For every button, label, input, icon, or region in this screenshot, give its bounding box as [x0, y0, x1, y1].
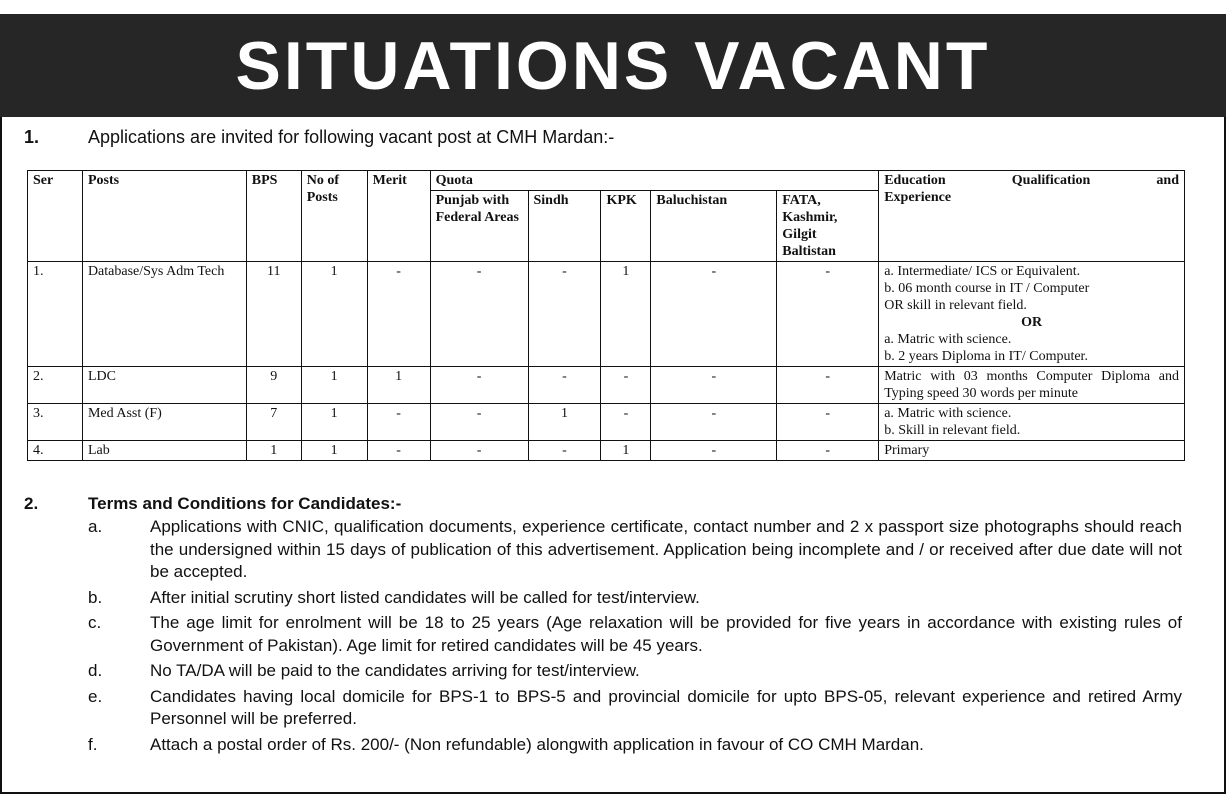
header-merit: Merit — [367, 171, 430, 262]
table-header-row — [28, 171, 1185, 191]
vacancy-table — [27, 170, 1185, 461]
terms-list — [88, 516, 1182, 759]
list-item — [88, 612, 1182, 657]
header-qualification-word: Qualification — [1011, 173, 1091, 188]
education-line: a. Matric with science. — [884, 406, 1012, 421]
cell-kpk: 1 — [601, 262, 651, 367]
header-posts: Posts — [82, 171, 246, 262]
term-text: Attach a postal order of Rs. 200/- (Non refundable) alongwith application in favour of CO CMH Mardan. — [150, 734, 924, 754]
header-baluchistan: Baluchistan — [651, 191, 777, 262]
term-text: No TA/DA will be paid to the candidates arriving for test/interview. — [150, 661, 640, 680]
terms-heading-text: Terms and Conditions for Candidates:- — [88, 494, 402, 513]
cell-sindh: 1 — [528, 404, 601, 441]
header-kpk: KPK — [601, 191, 651, 262]
cell-ser: 2. — [28, 367, 83, 404]
list-item — [88, 516, 1182, 584]
cell-punjab: - — [430, 262, 528, 367]
banner-title: SITUATIONS VACANT — [235, 27, 991, 104]
cell-education: Matric with 03 months Computer Diploma and Typing speed 30 words per minute — [879, 367, 1185, 404]
term-letter: b. — [88, 587, 103, 607]
education-line: a. Matric with science. — [884, 332, 1012, 347]
education-line: b. 06 month course in IT / Computer — [884, 281, 1090, 296]
header-education — [879, 171, 1185, 262]
cell-ser: 3. — [28, 404, 83, 441]
education-line: a. Intermediate/ ICS or Equivalent. — [884, 264, 1081, 279]
cell-no-of-posts: 1 — [301, 262, 367, 367]
cell-ser: 4. — [28, 441, 83, 461]
cell-bps: 9 — [246, 367, 301, 404]
header-fata: FATA, Kashmir, Gilgit Baltistan — [777, 191, 879, 262]
list-item — [88, 734, 1182, 757]
cell-no-of-posts: 1 — [301, 367, 367, 404]
header-sindh: Sindh — [528, 191, 601, 262]
cell-bps: 1 — [246, 441, 301, 461]
education-line: b. 2 years Diploma in IT/ Computer. — [884, 349, 1088, 364]
header-and-word: and — [1156, 173, 1179, 188]
header-punjab: Punjab with Federal Areas — [430, 191, 528, 262]
banner — [0, 14, 1226, 117]
cell-punjab: - — [430, 441, 528, 461]
table-row — [28, 262, 1185, 367]
cell-post: Database/Sys Adm Tech — [82, 262, 246, 367]
header-education-word: Education — [884, 173, 946, 188]
cell-bps: 7 — [246, 404, 301, 441]
cell-kpk: 1 — [601, 441, 651, 461]
cell-fata: - — [777, 441, 879, 461]
term-text: The age limit for enrolment will be 18 to 25 years (Age relaxation will be provided for five years in accordance with existing rules of Government of Pakistan). Age limit for retired candidates will be 45 years. — [150, 613, 1182, 655]
term-letter: a. — [88, 517, 103, 536]
cell-bps: 11 — [246, 262, 301, 367]
list-item — [88, 660, 1182, 683]
cell-kpk: - — [601, 404, 651, 441]
term-text: Candidates having local domicile for BPS-1 to BPS-5 and provincial domicile for upto BPS-05, relevant experience and retired Army Personnel will be preferred. — [150, 686, 1182, 728]
cell-post: Med Asst (F) — [82, 404, 246, 441]
cell-education — [879, 262, 1185, 367]
cell-fata: - — [777, 262, 879, 367]
education-line: b. Skill in relevant field. — [884, 423, 1021, 438]
cell-baluchistan: - — [651, 262, 777, 367]
terms-heading — [24, 494, 401, 514]
table-row — [28, 404, 1185, 441]
cell-no-of-posts: 1 — [301, 404, 367, 441]
header-quota: Quota — [430, 171, 879, 191]
cell-merit: - — [367, 262, 430, 367]
header-bps: BPS — [246, 171, 301, 262]
education-line: OR skill in relevant field. — [884, 298, 1027, 313]
cell-merit: - — [367, 441, 430, 461]
cell-ser: 1. — [28, 262, 83, 367]
cell-kpk: - — [601, 367, 651, 404]
cell-education: Primary — [879, 441, 1185, 461]
header-no-of-posts: No of Posts — [301, 171, 367, 262]
header-experience-word: Experience — [884, 190, 952, 205]
cell-post: LDC — [82, 367, 246, 404]
cell-fata: - — [777, 404, 879, 441]
header-ser: Ser — [28, 171, 83, 262]
education-or: OR — [1021, 315, 1043, 330]
cell-fata: - — [777, 367, 879, 404]
term-text: After initial scrutiny short listed candidates will be called for test/interview. — [150, 587, 700, 607]
cell-post: Lab — [82, 441, 246, 461]
intro-number: 1. — [24, 127, 40, 147]
term-letter: d. — [88, 661, 103, 680]
list-item — [88, 686, 1182, 731]
cell-punjab: - — [430, 367, 528, 404]
intro-line — [24, 127, 614, 148]
cell-sindh: - — [528, 262, 601, 367]
table-row — [28, 367, 1185, 404]
table-row — [28, 441, 1185, 461]
cell-baluchistan: - — [651, 404, 777, 441]
term-text: Applications with CNIC, qualification documents, experience certificate, contact number and 2 x passport size photographs should reach the undersigned within 15 days of publication of this advertisement. Application being incomplete and / or received after due date will not be accepted. — [150, 517, 1182, 581]
term-letter: f. — [88, 734, 98, 754]
cell-education — [879, 404, 1185, 441]
term-letter: e. — [88, 686, 103, 706]
term-letter: c. — [88, 613, 102, 632]
terms-number: 2. — [24, 494, 39, 513]
cell-sindh: - — [528, 367, 601, 404]
cell-merit: - — [367, 404, 430, 441]
cell-baluchistan: - — [651, 367, 777, 404]
list-item — [88, 587, 1182, 610]
cell-merit: 1 — [367, 367, 430, 404]
intro-text: Applications are invited for following vacant post at CMH Mardan:- — [88, 127, 615, 147]
cell-no-of-posts: 1 — [301, 441, 367, 461]
cell-punjab: - — [430, 404, 528, 441]
cell-baluchistan: - — [651, 441, 777, 461]
cell-sindh: - — [528, 441, 601, 461]
